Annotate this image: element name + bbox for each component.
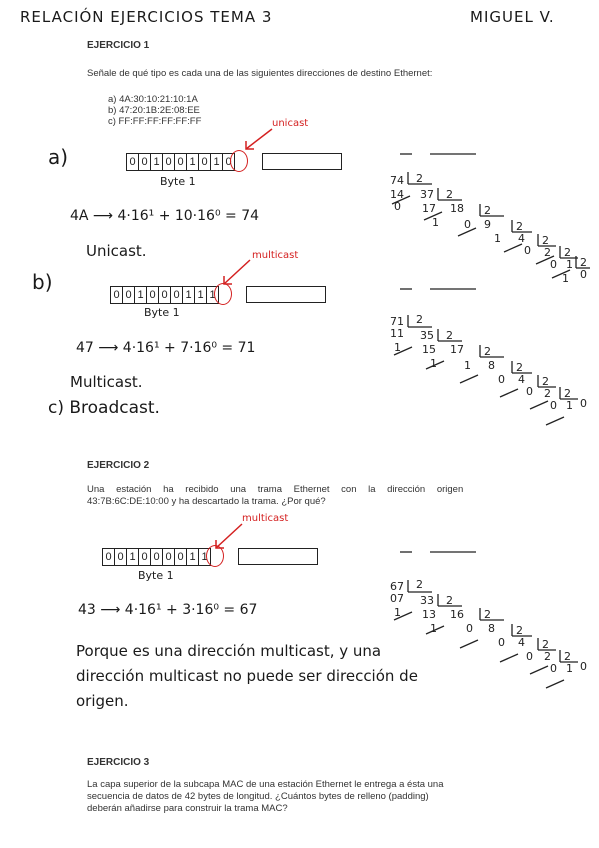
svg-text:0: 0 xyxy=(550,662,557,675)
byte-bits-a: 0 0 1 0 0 1 0 1 0 xyxy=(126,153,235,171)
svg-text:35: 35 xyxy=(420,329,434,342)
svg-text:0: 0 xyxy=(580,268,587,281)
svg-text:0: 0 xyxy=(580,397,587,410)
svg-text:0: 0 xyxy=(550,399,557,412)
byte-label-b: Byte 1 xyxy=(144,306,180,319)
svg-text:18: 18 xyxy=(450,202,464,215)
svg-text:2: 2 xyxy=(484,345,491,358)
exercise-1-statement: Señale de qué tipo es cada una de las siguientes direcciones de destino Ethernet: xyxy=(87,68,433,79)
svg-text:2: 2 xyxy=(564,387,571,400)
svg-text:2: 2 xyxy=(544,387,551,400)
byte-label-2: Byte 1 xyxy=(138,569,174,582)
svg-text:0: 0 xyxy=(498,373,505,386)
svg-text:2: 2 xyxy=(516,624,523,637)
svg-text:2: 2 xyxy=(580,256,587,269)
exercise-3-line-3: deberán añadirse para construir la trama MAC? xyxy=(87,803,288,814)
svg-text:2: 2 xyxy=(516,361,523,374)
svg-text:1: 1 xyxy=(430,357,437,370)
svg-text:0: 0 xyxy=(498,636,505,649)
svg-text:2: 2 xyxy=(564,650,571,663)
svg-text:1: 1 xyxy=(430,622,437,635)
label-a: a) xyxy=(48,145,69,169)
division-sketch-2 xyxy=(380,548,595,698)
exercise-3-line-2: secuencia de datos de 42 bytes de longitud. ¿Cuántos bytes de relleno (padding) xyxy=(87,791,429,802)
svg-text:0: 0 xyxy=(526,650,533,663)
svg-text:9: 9 xyxy=(484,218,491,231)
svg-text:2: 2 xyxy=(446,594,453,607)
option-b: b) 47:20:1B:2E:08:EE xyxy=(108,105,200,116)
svg-text:2: 2 xyxy=(416,313,423,326)
option-a: a) 4A:30:10:21:10:1A xyxy=(108,94,198,105)
division-sketch-b xyxy=(380,285,595,435)
svg-text:1: 1 xyxy=(394,606,401,619)
answer-c: c) Broadcast. xyxy=(48,398,160,418)
svg-text:0: 0 xyxy=(464,218,471,231)
svg-text:0: 0 xyxy=(394,200,401,213)
page-title: RELACIÓN EJERCICIOS TEMA 3 xyxy=(20,8,273,26)
svg-text:1: 1 xyxy=(464,359,471,372)
byte-label-a: Byte 1 xyxy=(160,175,196,188)
svg-text:4: 4 xyxy=(518,232,525,245)
svg-text:2: 2 xyxy=(484,608,491,621)
exercise-3-title: EJERCICIO 3 xyxy=(87,757,150,768)
svg-text:0: 0 xyxy=(526,385,533,398)
svg-text:74: 74 xyxy=(390,174,404,187)
exercise-2-statement-line-1: Una estación ha recibido una trama Ethernet con la dirección origen xyxy=(87,484,464,495)
svg-text:2: 2 xyxy=(416,578,423,591)
svg-text:2: 2 xyxy=(446,329,453,342)
svg-text:2: 2 xyxy=(416,172,423,185)
svg-text:0: 0 xyxy=(550,258,557,271)
svg-text:37: 37 xyxy=(420,188,434,201)
svg-text:13: 13 xyxy=(422,608,436,621)
empty-box xyxy=(238,548,318,565)
byte-bits-b: 0 0 1 0 0 0 1 1 1 xyxy=(110,286,219,304)
svg-text:2: 2 xyxy=(516,220,523,233)
unicast-note: unicast xyxy=(272,118,309,129)
lsb-circle xyxy=(214,283,232,305)
label-b: b) xyxy=(32,270,53,294)
svg-text:17: 17 xyxy=(450,343,464,356)
svg-text:07: 07 xyxy=(390,592,404,605)
calc-a: 4A ⟶ 4·16¹ + 10·16⁰ = 74 xyxy=(70,208,260,224)
answer-2-line-3: origen. xyxy=(76,692,129,710)
svg-text:4: 4 xyxy=(518,373,525,386)
exercise-1-title: EJERCICIO 1 xyxy=(87,40,150,51)
svg-text:71: 71 xyxy=(390,315,404,328)
option-c: c) FF:FF:FF:FF:FF:FF xyxy=(108,116,202,127)
svg-text:1: 1 xyxy=(562,272,569,285)
svg-text:4: 4 xyxy=(518,636,525,649)
arrow-icon xyxy=(240,125,280,155)
lsb-circle xyxy=(230,150,248,172)
svg-text:2: 2 xyxy=(542,375,549,388)
exercise-2-statement-line-2: 43:7B:6C:DE:10:00 y ha descartado la trama. ¿Por qué? xyxy=(87,496,326,507)
answer-2-line-2: dirección multicast no puede ser dirección de xyxy=(76,667,418,685)
svg-text:14: 14 xyxy=(390,188,404,201)
calc-b: 47 ⟶ 4·16¹ + 7·16⁰ = 71 xyxy=(76,340,256,356)
svg-text:0: 0 xyxy=(580,660,587,673)
svg-text:1: 1 xyxy=(394,341,401,354)
answer-a: Unicast. xyxy=(86,242,147,260)
svg-text:2: 2 xyxy=(544,246,551,259)
empty-box xyxy=(246,286,326,303)
svg-text:2: 2 xyxy=(484,204,491,217)
answer-2-line-1: Porque es una dirección multicast, y una xyxy=(76,642,382,660)
svg-text:2: 2 xyxy=(542,234,549,247)
svg-text:15: 15 xyxy=(422,343,436,356)
lsb-circle xyxy=(206,545,224,567)
multicast-note-2: multicast xyxy=(242,513,289,524)
svg-text:2: 2 xyxy=(446,188,453,201)
svg-text:17: 17 xyxy=(422,202,436,215)
svg-text:16: 16 xyxy=(450,608,464,621)
svg-text:2: 2 xyxy=(542,638,549,651)
svg-text:1: 1 xyxy=(566,258,573,271)
svg-text:8: 8 xyxy=(488,622,495,635)
exercise-2-title: EJERCICIO 2 xyxy=(87,460,150,471)
division-sketch-a xyxy=(380,150,595,285)
svg-text:2: 2 xyxy=(564,246,571,259)
svg-text:1: 1 xyxy=(432,216,439,229)
svg-text:11: 11 xyxy=(390,327,404,340)
empty-box xyxy=(262,153,342,170)
svg-text:1: 1 xyxy=(566,399,573,412)
multicast-note-b: multicast xyxy=(252,250,299,261)
exercise-3-line-1: La capa superior de la subcapa MAC de una estación Ethernet le entrega a ésta una xyxy=(87,779,444,790)
svg-text:2: 2 xyxy=(544,650,551,663)
svg-text:1: 1 xyxy=(494,232,501,245)
calc-2: 43 ⟶ 4·16¹ + 3·16⁰ = 67 xyxy=(78,602,258,618)
svg-text:67: 67 xyxy=(390,580,404,593)
svg-text:1: 1 xyxy=(566,662,573,675)
answer-b: Multicast. xyxy=(70,373,143,391)
author-name: MIGUEL V. xyxy=(470,8,555,26)
svg-text:0: 0 xyxy=(466,622,473,635)
svg-text:0: 0 xyxy=(524,244,531,257)
byte-bits-2: 0 0 1 0 0 0 0 1 1 xyxy=(102,548,211,566)
svg-text:33: 33 xyxy=(420,594,434,607)
svg-text:8: 8 xyxy=(488,359,495,372)
